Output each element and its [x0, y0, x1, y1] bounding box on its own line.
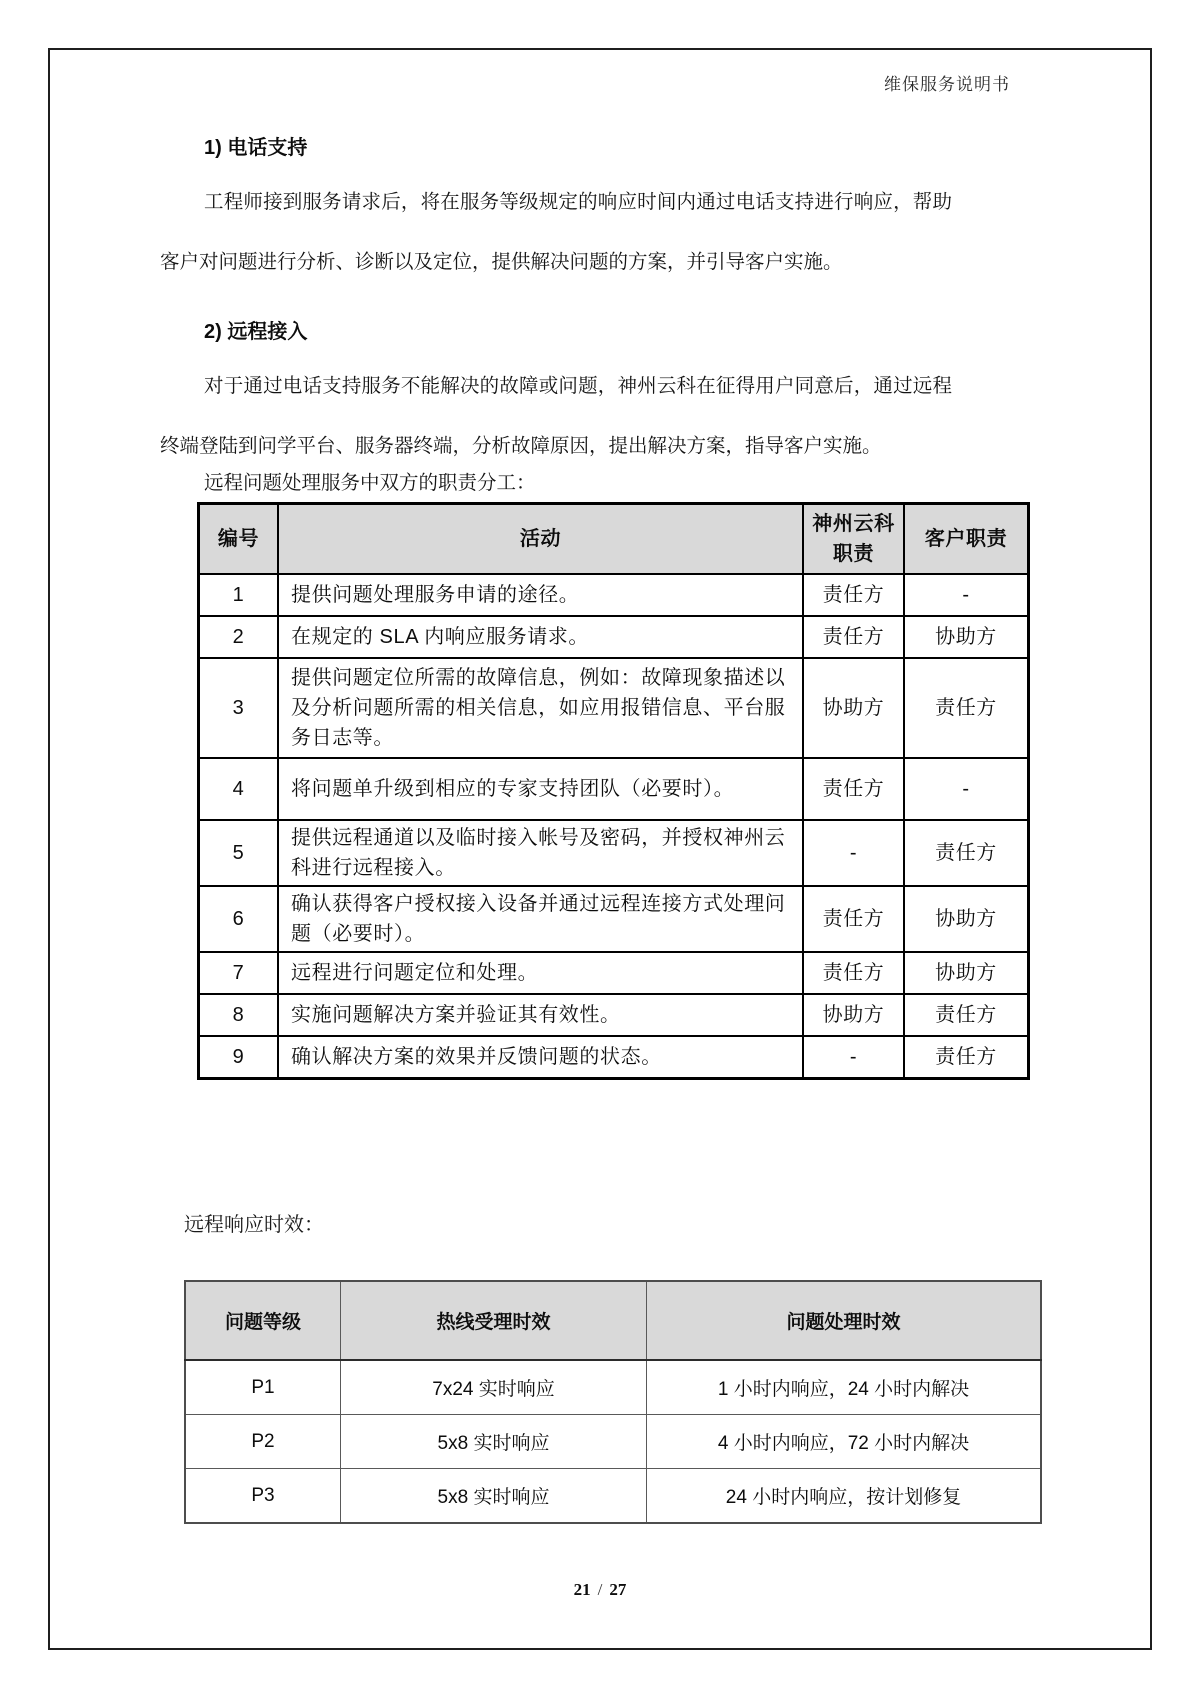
column-header: 问题等级	[185, 1281, 341, 1360]
table-cell: 24 小时内响应，按计划修复	[647, 1469, 1042, 1524]
section-heading-remote-access: 2) 远程接入	[204, 321, 308, 343]
table-cell: 3	[199, 658, 279, 758]
table-cell: 7	[199, 952, 279, 994]
table-cell: -	[803, 820, 904, 886]
document-header-title: 维保服务说明书	[884, 75, 1010, 94]
responsibility-table-intro: 远程问题处理服务中双方的职责分工：	[204, 472, 536, 494]
response-time-table	[184, 1280, 1042, 1524]
column-header: 活动	[278, 504, 803, 575]
table-cell: P2	[185, 1415, 341, 1469]
table-cell: 责任方	[803, 886, 904, 952]
table-row	[185, 1469, 1041, 1524]
table-header-row	[199, 504, 1029, 575]
table-cell: 2	[199, 616, 279, 658]
table-cell: 协助方	[904, 886, 1029, 952]
table-cell: 远程进行问题定位和处理。	[278, 952, 803, 994]
table-cell: P3	[185, 1469, 341, 1524]
table-cell: 5x8 实时响应	[341, 1415, 647, 1469]
table-row	[199, 616, 1029, 658]
page-number-current: 21	[573, 1580, 591, 1599]
column-header: 热线受理时效	[341, 1281, 647, 1360]
table-cell: 7x24 实时响应	[341, 1360, 647, 1415]
table-header-row	[185, 1281, 1041, 1360]
page-number	[0, 1580, 1200, 1600]
table-cell: 责任方	[803, 616, 904, 658]
table-cell: 责任方	[803, 574, 904, 616]
response-time-label: 远程响应时效：	[184, 1214, 324, 1236]
table-cell: 协助方	[904, 952, 1029, 994]
section-heading-phone-support: 1) 电话支持	[204, 137, 308, 159]
table-cell: 提供问题处理服务申请的途径。	[278, 574, 803, 616]
table-cell: 4	[199, 758, 279, 820]
table-cell: P1	[185, 1360, 341, 1415]
table-row	[199, 574, 1029, 616]
table-cell: 责任方	[803, 952, 904, 994]
table-cell: 责任方	[904, 1036, 1029, 1079]
table-row	[199, 758, 1029, 820]
table-cell: 确认获得客户授权接入设备并通过远程连接方式处理问题（必要时）。	[278, 886, 803, 952]
table-row	[199, 820, 1029, 886]
page-number-total: 27	[609, 1580, 627, 1599]
column-header: 客户职责	[904, 504, 1029, 575]
table-cell: 9	[199, 1036, 279, 1079]
table-cell: 责任方	[803, 758, 904, 820]
table-cell: 协助方	[803, 658, 904, 758]
column-header: 问题处理时效	[647, 1281, 1042, 1360]
table-cell: 4 小时内响应，72 小时内解决	[647, 1415, 1042, 1469]
document-content	[160, 48, 1052, 1524]
table-cell: -	[904, 574, 1029, 616]
page-number-separator: /	[597, 1580, 603, 1599]
table-cell: 将问题单升级到相应的专家支持团队（必要时）。	[278, 758, 803, 820]
table-row	[185, 1415, 1041, 1469]
table-row	[199, 886, 1029, 952]
table-cell: 在规定的 SLA 内响应服务请求。	[278, 616, 803, 658]
table-cell: 责任方	[904, 994, 1029, 1036]
column-header: 神州云科职责	[803, 504, 904, 575]
table-cell: 确认解决方案的效果并反馈问题的状态。	[278, 1036, 803, 1079]
table-cell: 提供远程通道以及临时接入帐号及密码，并授权神州云科进行远程接入。	[278, 820, 803, 886]
table-cell: 责任方	[904, 820, 1029, 886]
column-header: 编号	[199, 504, 279, 575]
table-cell: 8	[199, 994, 279, 1036]
table-row	[199, 658, 1029, 758]
table-cell: 1	[199, 574, 279, 616]
table-cell: -	[904, 758, 1029, 820]
table-cell: 5x8 实时响应	[341, 1469, 647, 1524]
table-cell: 协助方	[803, 994, 904, 1036]
paragraph-phone-support: 工程师接到服务请求后，将在服务等级规定的响应时间内通过电话支持进行响应，帮助客户对问题进行分析、诊断以及定位，提供解决问题的方案，并引导客户实施。	[160, 191, 952, 273]
table-cell: 提供问题定位所需的故障信息，例如：故障现象描述以及分析问题所需的相关信息，如应用报错信息、平台服务日志等。	[278, 658, 803, 758]
table-cell: 1 小时内响应，24 小时内解决	[647, 1360, 1042, 1415]
table-cell: 5	[199, 820, 279, 886]
table-cell: 实施问题解决方案并验证其有效性。	[278, 994, 803, 1036]
table-cell: 6	[199, 886, 279, 952]
table-cell: 责任方	[904, 658, 1029, 758]
responsibility-table	[197, 502, 1030, 1080]
table-row	[199, 1036, 1029, 1079]
paragraph-remote-access: 对于通过电话支持服务不能解决的故障或问题，神州云科在征得用户同意后，通过远程终端登陆到问学平台、服务器终端，分析故障原因，提出解决方案，指导客户实施。	[160, 375, 952, 457]
table-row	[199, 994, 1029, 1036]
table-row	[199, 952, 1029, 994]
table-cell: 协助方	[904, 616, 1029, 658]
table-row	[185, 1360, 1041, 1415]
table-cell: -	[803, 1036, 904, 1079]
